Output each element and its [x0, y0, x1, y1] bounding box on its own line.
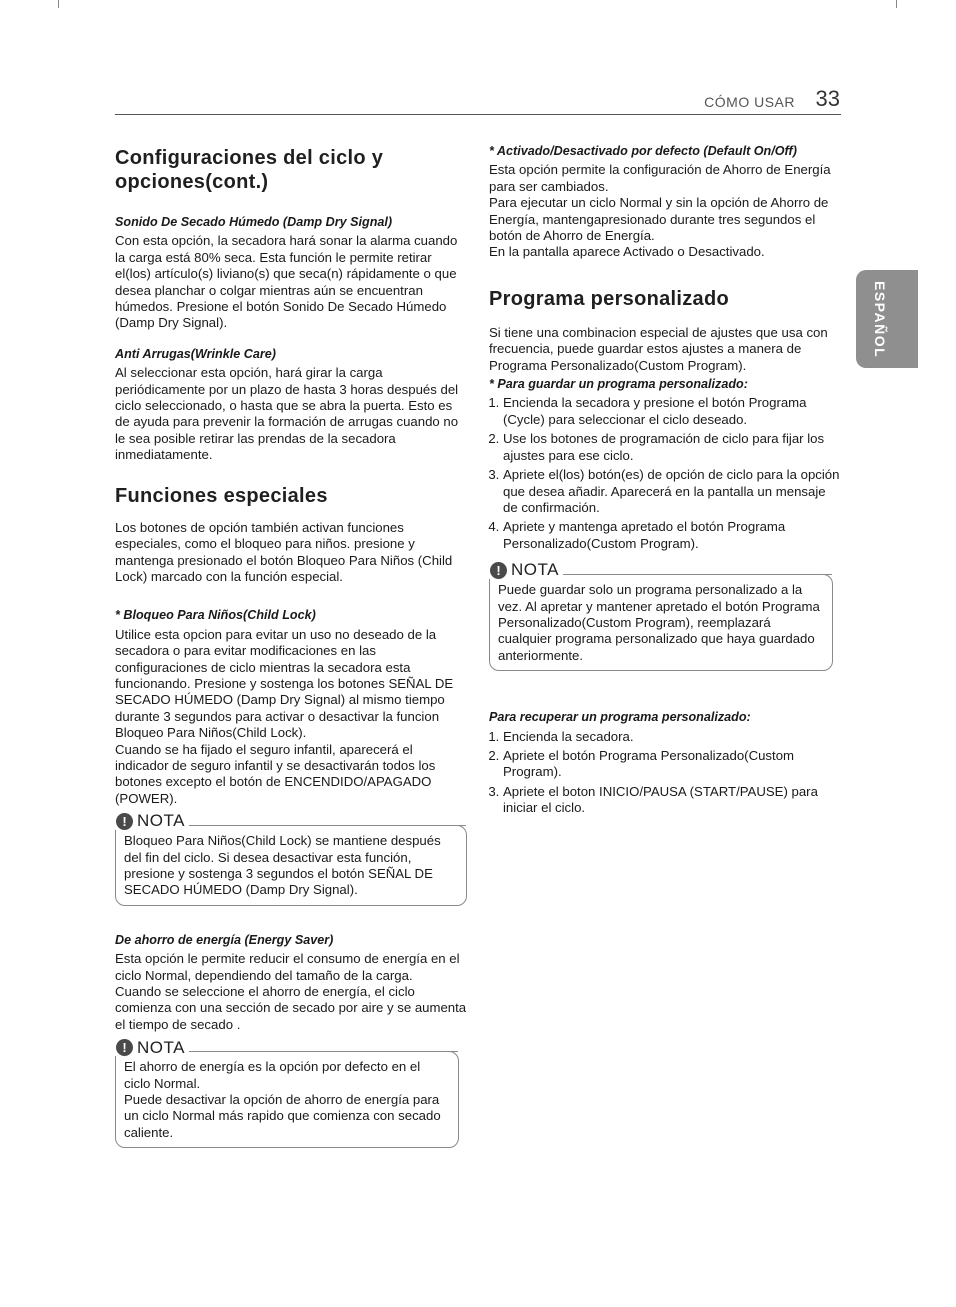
note-text: Bloqueo Para Niños(Child Lock) se mantiene después del fin del ciclo. Si desea desactivar esta función, presione y sostenga 3 segundos el botón SEÑAL DE SECADO HÚMEDO (Damp Dry Signal).	[124, 833, 441, 898]
list-item: 2. Use los botones de programación de ciclo para fijar los ajustes para ese ciclo.	[503, 431, 841, 464]
save-steps-list	[489, 395, 841, 552]
recall-steps-list	[489, 729, 841, 817]
list-item: 1. Encienda la secadora y presione el botón Programa (Cycle) para seleccionar el ciclo deseado.	[503, 395, 841, 428]
language-tab-label: ESPAÑOL	[872, 281, 888, 359]
exclamation-icon: !	[116, 813, 133, 830]
crop-mark	[58, 0, 59, 8]
language-tab	[856, 270, 918, 368]
list-item: 4. Apriete y mantenga apretado el botón Programa Personalizado(Custom Program).	[503, 519, 841, 552]
note-title: NOTA	[137, 1037, 185, 1057]
default-onoff-body-3: En la pantalla aparece Activado o Desactivado.	[489, 244, 765, 260]
exclamation-icon: !	[490, 562, 507, 579]
header-section: CÓMO USAR	[704, 94, 795, 110]
note-header	[112, 813, 189, 830]
list-item: 2. Apriete el botón Programa Personalizado(Custom Program).	[503, 748, 841, 781]
list-item: 3. Apriete el boton INICIO/PAUSA (START/PAUSE) para iniciar el ciclo.	[503, 784, 841, 817]
section-title-special: Funciones especiales	[115, 484, 328, 507]
note-box-program	[489, 560, 833, 671]
note-text: Puede guardar solo un programa personalizado a la vez. Al apretar y mantener apretado el botón Programa Personalizado(Custom Program), reemplazará cualquier programa personalizado que haya guardado anteriormente.	[498, 582, 820, 663]
wrinkle-body: Al seleccionar esta opción, hará girar la carga periódicamente por un plazo de hasta 3 horas después del ciclo seleccionado, o hasta que se abra la puerta. Esto es de ayuda para prevenir la formación de arrugas cuando no le sea posible retirar las prendas de la secadora inmediatamente.	[115, 365, 459, 463]
left-column	[115, 146, 467, 1148]
note-title: NOTA	[511, 560, 559, 580]
recall-program-heading: Para recuperar un programa personalizado:	[489, 710, 751, 725]
damp-dry-heading: Sonido De Secado Húmedo (Damp Dry Signal)	[115, 215, 393, 229]
wrinkle-heading: Anti Arrugas(Wrinkle Care)	[115, 346, 276, 361]
default-onoff-body-2: Para ejecutar un ciclo Normal y sin la opción de Ahorro de Energía, mantengapresionado durante tres segundos el botón de Ahorro de Energía.	[489, 195, 829, 244]
default-onoff-body: Esta opción permite la configuración de Ahorro de Energía para ser cambiados.	[489, 162, 831, 194]
child-lock-body: Utilice esta opcion para evitar un uso no deseado de la secadora o para evitar modificaciones en las configuraciones de ciclo mientras la secadora esta funcionando. Presione y sostenga los botones SEÑAL DE SECADO HÚMEDO (Damp Dry Signal) al mismo tiempo durante 3 segundos para activar o desactivar la funcion Bloqueo Para Niños(Child Lock).	[115, 626, 454, 741]
list-item: 1. Encienda la secadora.	[503, 729, 841, 745]
energy-heading: De ahorro de energía (Energy Saver)	[115, 932, 334, 947]
right-column	[489, 143, 841, 820]
child-lock-heading: * Bloqueo Para Niños(Child Lock)	[115, 608, 316, 623]
crop-mark	[896, 0, 897, 8]
damp-dry-body: Con esta opción, la secadora hará sonar la alarma cuando la carga está 80% seca. Esta función le permite retirar el(los) artículo(s) liviano(s) que seca(n) rápidamente o que desea planchar o colgar mientras aún se encuentran húmedos. Presione el botón Sonido De Secado Húmedo (Damp Dry Signal).	[115, 233, 458, 331]
energy-body-2: Cuando se seleccione el ahorro de energía, el ciclo comienza con una sección de secado por aire y se aumenta el tiempo de secado .	[115, 984, 467, 1032]
note-header	[112, 1039, 189, 1056]
header-rule	[115, 114, 841, 115]
section-title-config: Configuraciones del ciclo y opciones(cont.)	[115, 147, 384, 193]
note-text-2: Puede desactivar la opción de ahorro de energía para un ciclo Normal más rapido que comienza con secado caliente.	[124, 1092, 441, 1140]
program-intro: Si tiene una combinacion especial de ajustes que usa con frecuencia, puede guardar estos ajustes a manera de Programa Personalizado(Custom Program).	[489, 324, 828, 373]
note-header	[486, 562, 563, 579]
note-box-energy	[115, 1037, 459, 1148]
note-title: NOTA	[137, 811, 185, 831]
page-number: 33	[815, 86, 840, 111]
note-rule	[216, 825, 466, 826]
section-title-program: Programa personalizado	[489, 287, 729, 310]
note-rule	[590, 574, 832, 575]
save-program-heading: * Para guardar un programa personalizado:	[489, 377, 748, 392]
list-item: 3. Apriete el(los) botón(es) de opción de ciclo para la opción que desea añadir. Aparecerá en la pantalla un mensaje de confirmación.	[503, 467, 841, 516]
energy-body: Esta opción le permite reducir el consumo de energía en el ciclo Normal, dependiendo del tamaño de la carga.	[115, 951, 460, 983]
note-text: El ahorro de energía es la opción por defecto en el ciclo Normal.	[124, 1059, 421, 1091]
note-rule	[216, 1051, 458, 1052]
note-box-child-lock	[115, 811, 467, 906]
special-body: Los botones de opción también activan funciones especiales, como el bloqueo para niños. presione y mantenga presionado el botón Bloqueo Para Niños (Child Lock) marcado con la función especial.	[115, 519, 453, 584]
exclamation-icon: !	[116, 1039, 133, 1056]
child-lock-body-2: Cuando se ha fijado el seguro infantil, aparecerá el indicador de seguro infantil y se desactivarán todos los botones excepto el botón de ENCENDIDO/APAGADO (POWER).	[115, 741, 436, 806]
default-onoff-heading: * Activado/Desactivado por defecto (Default On/Off)	[489, 144, 797, 158]
